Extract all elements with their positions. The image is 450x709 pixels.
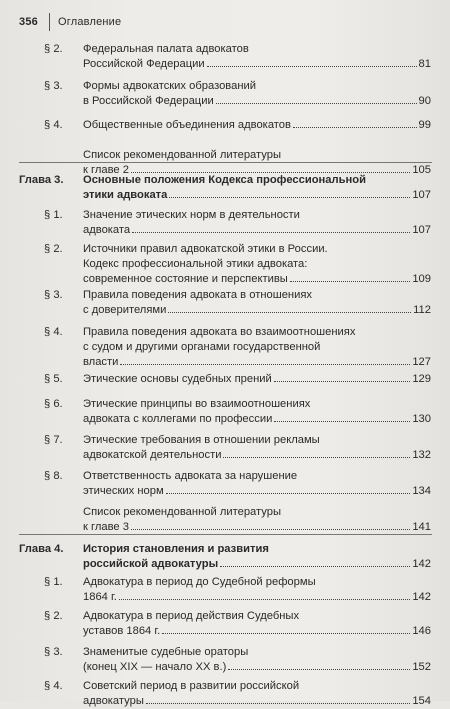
toc-page-number: 99 [418,119,431,131]
dot-leader [166,493,411,494]
dot-leader [290,281,410,282]
toc-page-number: 130 [412,413,431,425]
dot-leader [293,127,417,128]
toc-page-number: 132 [412,449,431,461]
toc-entry-title-line: адвоката [83,224,131,236]
toc-entry-title-line: власти [83,356,119,368]
running-header [19,12,439,34]
toc-page-number: 107 [412,224,431,236]
toc-page-number: 90 [418,95,431,107]
toc-entry-title-line: Знаменитые судебные ораторы [83,646,249,658]
toc-entry-label: § 6. [44,398,63,410]
toc-page-number: 154 [412,695,431,707]
page-number: 356 [19,16,38,28]
toc-entry-title-line: Этические требования в отношении рекламы [83,434,320,446]
toc-entry-title-line: адвокатской деятельности [83,449,222,461]
toc-entry-title-line: (конец XIX — начало XX в.) [83,661,227,673]
toc-entry-text [83,372,431,387]
toc-entry-title-line: Общественные объединения адвокатов [83,119,291,131]
toc-entry-label: § 5. [44,373,63,385]
toc-entry-title-line: к главе 3 [83,521,129,533]
toc-entry-text [83,433,431,463]
toc-entry-text [83,505,431,535]
toc-entry-text [83,679,431,709]
toc-entry-title-line: к главе 2 [83,164,129,176]
dot-leader [120,364,410,365]
toc-entry-title-line: Значение этических норм в деятельности [83,209,300,221]
toc-entry-label: § 4. [44,326,63,338]
toc-page-number: 129 [412,373,431,385]
toc-entry-title-line: Этические принципы во взаимоотношениях [83,398,311,410]
chapter-separator-rule [19,162,432,163]
toc-entry-title-line: Правила поведения адвоката в отношениях [83,289,313,301]
toc-entry-title-line: Ответственность адвоката за нарушение [83,470,298,482]
toc-entry-text [83,575,431,605]
toc-entry-title-line: Российской Федерации [83,58,205,70]
toc-entry-title-line: Список рекомендованной литературы [83,506,282,518]
toc-page-number: 152 [412,661,431,673]
toc-entry-text [83,397,431,427]
toc-entry-title-line: с доверителями [83,304,167,316]
toc-page-number: 112 [413,304,431,316]
toc-entry-label: § 3. [44,289,63,301]
dot-leader [274,381,411,382]
toc-entry-text [83,288,431,318]
toc-entry-title-line: Формы адвокатских образований [83,80,257,92]
dot-leader [228,669,410,670]
toc-entry-text [83,118,431,133]
toc-entry-title-line: Адвокатура в период до Судебной реформы [83,576,316,588]
toc-entry-title-line: История становления и развития [83,543,269,555]
toc-entry-label: § 4. [44,680,63,692]
toc-entry-label: § 2. [44,243,63,255]
toc-entry-title-line: российской адвокатуры [83,558,219,570]
dot-leader [131,529,410,530]
toc-entry-label: § 3. [44,646,63,658]
toc-entry-title-line: с судом и другими органами государственной [83,341,321,353]
toc-page-number: 127 [412,356,431,368]
toc-entry-text [83,79,431,109]
toc-entry-text [83,609,431,639]
dot-leader [168,312,411,313]
toc-entry-label: § 8. [44,470,63,482]
toc-entry-title-line: Этические основы судебных прений [83,373,272,385]
toc-page-number: 142 [412,591,431,603]
toc-entry-text [83,208,431,238]
toc-page-number: 146 [412,625,431,637]
toc-page-number: 142 [412,558,431,570]
header-separator [49,13,50,31]
dot-leader [220,566,410,567]
toc-entry-title-line: Основные положения Кодекса профессиональной [83,174,366,186]
toc-entry-label: § 2. [44,610,63,622]
toc-entry-title-line: Список рекомендованной литературы [83,149,282,161]
toc-page-number: 134 [412,485,431,497]
toc-page-number: 109 [412,273,431,285]
toc-entry-text [83,173,431,203]
toc-entry-title-line: Кодекс профессиональной этики адвоката: [83,258,308,270]
toc-entry-text [83,42,431,72]
toc-page-number: 105 [412,164,431,176]
toc-entry-text [83,542,431,572]
toc-entry-title-line: уставов 1864 г. [83,625,161,637]
toc-page-number: 141 [412,521,431,533]
dot-leader [169,197,410,198]
dot-leader [162,633,410,634]
toc-page-number: 107 [412,189,431,201]
dot-leader [119,599,411,600]
toc-entry-title-line: Советский период в развитии российской [83,680,300,692]
toc-page-number: 81 [418,58,431,70]
dot-leader [146,703,410,704]
chapter-separator-rule [19,534,432,535]
toc-entry-label: § 1. [44,209,63,221]
toc-entry-text [83,242,431,287]
toc-entry-title-line: этики адвоката [83,189,168,201]
dot-leader [274,421,410,422]
toc-entry-label: Глава 3. [19,174,64,186]
toc-entry-label: § 7. [44,434,63,446]
toc-entry-title-line: Источники правил адвокатской этики в России. [83,243,328,255]
toc-entry-title-line: адвоката с коллегами по профессии [83,413,273,425]
toc-entry-label: § 3. [44,80,63,92]
dot-leader [207,66,417,67]
toc-entry-label: Глава 4. [19,543,64,555]
toc-entry-text [83,645,431,675]
toc-entry-title-line: этических норм [83,485,164,497]
toc-entry-title-line: 1864 г. [83,591,117,603]
toc-entry-title-line: современное состояние и перспективы [83,273,288,285]
toc-entry-title-line: Правила поведения адвоката во взаимоотношениях [83,326,356,338]
toc-entry-title-line: Федеральная палата адвокатов [83,43,249,55]
dot-leader [132,232,410,233]
toc-entry-title-line: Адвокатура в период действия Судебных [83,610,300,622]
dot-leader [216,103,417,104]
toc-entry-title-line: адвокатуры [83,695,144,707]
toc-entry-label: § 2. [44,43,63,55]
toc-entry-label: § 1. [44,576,63,588]
toc-entry-text [83,469,431,499]
header-title: Оглавление [58,16,122,28]
toc-entry-label: § 4. [44,119,63,131]
dot-leader [223,457,410,458]
toc-entry-title-line: в Российской Федерации [83,95,214,107]
toc-entry-text [83,325,431,370]
